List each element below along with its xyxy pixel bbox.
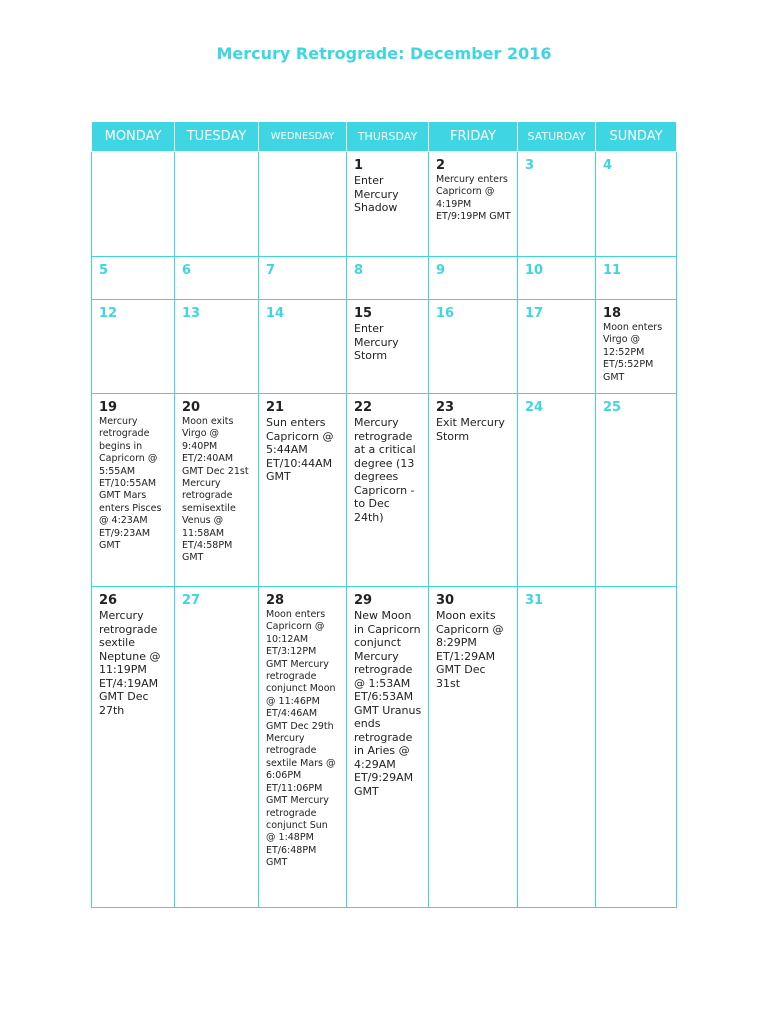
day-events: Mercury retrograde begins in Capricorn @ 5:55AM ET/10:55AM GMT Mars enters Pisces @ 4:23AM ET/9:23AM GMT [99,416,162,552]
day-cell [429,394,518,587]
day-events: Mercury enters Capricorn @ 4:19PM ET/9:19PM GMT [436,174,511,223]
day-cell [92,300,175,394]
day-cell [518,257,596,300]
day-number: 24 [525,400,544,415]
calendar-table [91,121,677,908]
weekday-header: SATURDAY [518,122,596,152]
day-events: Enter Mercury Storm [354,322,399,362]
day-number: 26 [99,593,118,608]
day-cell [347,257,429,300]
day-number: 5 [99,263,109,278]
week-row [92,300,677,394]
day-number: 17 [525,306,544,321]
week-row [92,152,677,257]
day-cell [596,394,677,587]
day-cell [347,587,429,908]
day-cell [429,257,518,300]
day-cell [596,152,677,257]
day-number: 30 [436,593,455,608]
day-events: Sun enters Capricorn @ 5:44AM ET/10:44AM GMT [266,416,334,483]
day-number: 19 [99,400,118,415]
weekday-header-row [92,122,677,152]
week-row [92,394,677,587]
day-cell [175,300,259,394]
day-cell [92,257,175,300]
day-cell [92,152,175,257]
day-number: 1 [354,158,364,173]
day-cell [596,587,677,908]
day-cell [175,587,259,908]
weekday-header: WEDNESDAY [259,122,347,152]
day-events: New Moon in Capricorn conjunct Mercury retrograde @ 1:53AM ET/6:53AM GMT Uranus ends retrograde in Aries @ 4:29AM ET/9:29AM GMT [354,609,422,798]
day-cell [347,300,429,394]
day-events: Enter Mercury Shadow [354,174,399,214]
day-cell [259,587,347,908]
day-number: 25 [603,400,622,415]
day-number: 31 [525,593,544,608]
day-number: 11 [603,263,622,278]
day-cell [429,152,518,257]
day-cell [518,300,596,394]
day-number: 21 [266,400,285,415]
day-number: 12 [99,306,118,321]
day-number: 13 [182,306,201,321]
day-number: 14 [266,306,285,321]
day-number: 10 [525,263,544,278]
day-events: Exit Mercury Storm [436,416,505,443]
day-number: 9 [436,263,446,278]
weekday-header: MONDAY [92,122,175,152]
day-cell [347,152,429,257]
day-events: Moon enters Capricorn @ 10:12AM ET/3:12PM GMT Mercury retrograde conjunct Moon @ 11:46PM ET/4:46AM GMT Dec 29th Mercury retrograde sextile Mars @ 6:06PM ET/11:06PM GMT Mercury retrograde conjunct Sun @ 1:48PM ET/6:48PM GMT [266,609,336,869]
day-cell [518,587,596,908]
day-events: Moon exits Virgo @ 9:40PM ET/2:40AM GMT Dec 21st Mercury retrograde semisextile Venus @ 11:58AM ET/4:58PM GMT [182,416,249,564]
day-cell [175,394,259,587]
day-cell [92,587,175,908]
day-number: 4 [603,158,613,173]
weekday-header: FRIDAY [429,122,518,152]
day-events: Moon enters Virgo @ 12:52PM ET/5:52PM GMT [603,322,663,383]
day-cell [429,587,518,908]
day-cell [259,300,347,394]
day-cell [347,394,429,587]
day-number: 6 [182,263,192,278]
day-cell [92,394,175,587]
day-number: 28 [266,593,285,608]
week-row [92,257,677,300]
week-row [92,587,677,908]
day-number: 23 [436,400,455,415]
weekday-header: THURSDAY [347,122,429,152]
day-number: 20 [182,400,201,415]
day-number: 15 [354,306,373,321]
day-number: 2 [436,158,446,173]
day-number: 7 [266,263,276,278]
day-number: 16 [436,306,455,321]
day-cell [175,152,259,257]
day-number: 22 [354,400,373,415]
page-title: Mercury Retrograde: December 2016 [216,44,552,63]
weekday-header: TUESDAY [175,122,259,152]
day-number: 3 [525,158,535,173]
day-number: 18 [603,306,622,321]
day-cell [259,394,347,587]
day-number: 29 [354,593,373,608]
day-cell [518,152,596,257]
day-number: 8 [354,263,364,278]
day-events: Mercury retrograde sextile Neptune @ 11:19PM ET/4:19AM GMT Dec 27th [99,609,161,717]
day-cell [596,257,677,300]
day-cell [596,300,677,394]
day-cell [259,257,347,300]
day-cell [518,394,596,587]
day-events: Mercury retrograde at a critical degree (13 degrees Capricorn - to Dec 24th) [354,416,416,524]
day-events: Moon exits Capricorn @ 8:29PM ET/1:29AM GMT Dec 31st [436,609,504,690]
day-cell [259,152,347,257]
weekday-header: SUNDAY [596,122,677,152]
day-cell [429,300,518,394]
day-cell [175,257,259,300]
day-number: 27 [182,593,201,608]
